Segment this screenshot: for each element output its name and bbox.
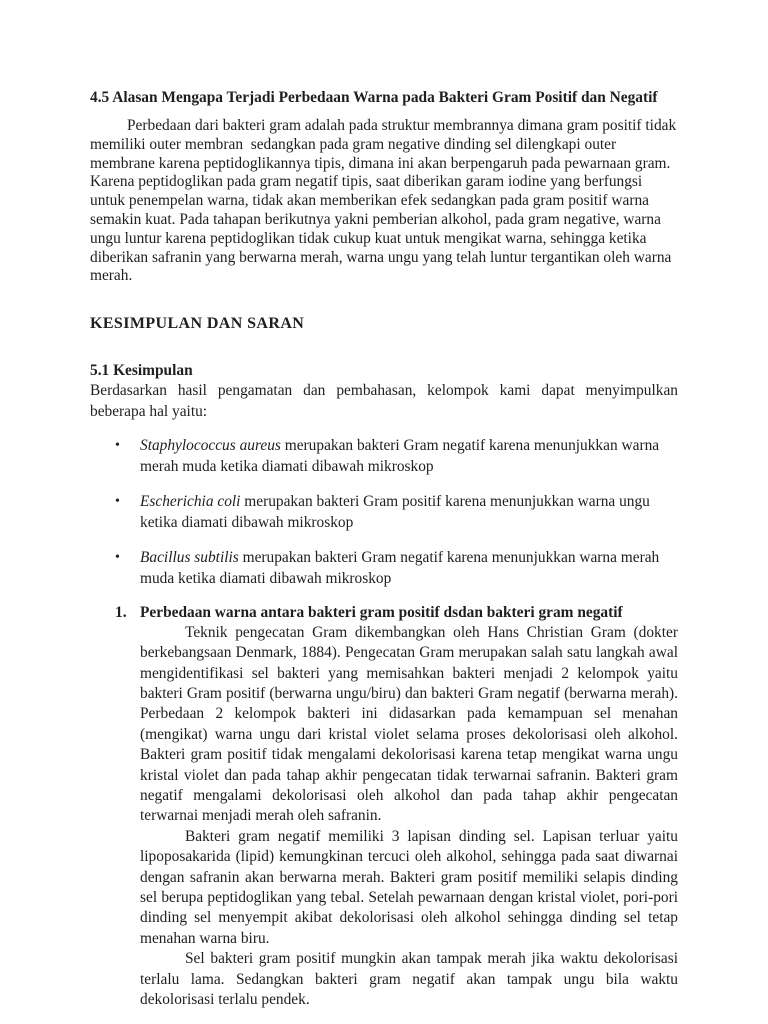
body-paragraph: Teknik pengecatan Gram dikembangkan oleh Hans Christian Gram (dokter berkebangsaan Denmark, 1884). Pengecatan Gram merupakan salah satu langkah awal mengidentifikasi sel bakteri yang memisahkan bakteri menjadi 2 kelompok yaitu bakteri Gram positif (berwarna ungu/biru) dan bakteri Gram negatif (berwarna merah). Perbedaan 2 kelompok bakteri ini didasarkan pada kemampuan sel menahan (mengikat) warna ungu dari kristal violet selama proses dekolorisasi oleh alkohol. Bakteri gram positif tidak mengalami dekolorisasi karena tetap mengikat warna ungu kristal violet dan pada tahap akhir pengecatan tidak terwarnai safranin. Bakteri gram negatif mengalami dekolorisasi oleh alkohol dan pada tahap akhir pengecatan terwarnai menjadi merah oleh safranin. [140, 623, 678, 825]
list-item [90, 491, 678, 533]
list-item-text [140, 435, 668, 477]
list-item-text [140, 491, 668, 533]
subsection-heading: 5.1 Kesimpulan [90, 362, 193, 380]
list-item [90, 547, 678, 589]
list-item-text [140, 547, 668, 589]
bullet-icon: • [115, 437, 120, 453]
species-name: Bacillus subtilis [140, 548, 239, 566]
body-paragraph: Bakteri gram negatif memiliki 3 lapisan dinding sel. Lapisan terluar yaitu lipoposakarida (lipid) kemungkinan tercuci oleh alkohol, sehingga pada saat diwarnai dengan safranin akan berwarna merah. Bakteri gram positif memiliki selapis dinding sel berupa peptidoglikan yang tebal. Setelah pewarnaan dengan kristal violet, pori-pori dinding sel menyempit akibat dekolorisasi oleh alkohol sehingga dinding sel tetap menahan warna biru. [140, 827, 678, 947]
chapter-heading: KESIMPULAN DAN SARAN [90, 315, 305, 333]
list-item [90, 435, 678, 477]
bullet-icon: • [115, 493, 120, 509]
numbered-section-heading [90, 603, 678, 623]
body-paragraph: Sel bakteri gram positif mungkin akan tampak merah jika waktu dekolorisasi terlalu lama. Sedangkan bakteri gram negatif akan tampak ungu bila waktu dekolorisasi terlalu pendek. [140, 950, 678, 1009]
numbered-section-title: Perbedaan warna antara bakteri gram positif dsdan bakteri gram negatif [140, 603, 623, 621]
species-name: Staphylococcus aureus [140, 436, 281, 454]
list-item-description: merupakan bakteri Gram positif karena menunjukkan warna ungu ketika diamati dibawah mikroskop [140, 492, 650, 531]
list-item-description: merupakan bakteri Gram negatif karena menunjukkan warna merah muda ketika diamati dibawah mikroskop [140, 436, 660, 475]
list-item-description: merupakan bakteri Gram negatif karena menunjukkan warna merah muda ketika diamati dibawah mikroskop [140, 548, 660, 587]
species-name: Escherichia coli [140, 492, 241, 510]
list-number: 1. [115, 603, 127, 621]
section-heading: 4.5 Alasan Mengapa Terjadi Perbedaan Warna pada Bakteri Gram Positif dan Negatif [90, 89, 658, 106]
kesimpulan-intro-paragraph: Berdasarkan hasil pengamatan dan pembahasan, kelompok kami dapat menyimpulkan beberapa hal yaitu: [90, 382, 678, 420]
conclusion-list [90, 435, 678, 589]
intro-paragraph: Perbedaan dari bakteri gram adalah pada struktur membrannya dimana gram positif tidak memiliki outer membran sedangkan pada gram negative dinding sel dilengkapi outer membrane karena peptidoglikannya tipis, dimana ini akan berpengaruh pada pewarnaan gram. Karena peptidoglikan pada gram negatif tipis, saat diberikan garam iodine yang berfungsi untuk penempelan warna, tidak akan memberikan efek sedangkan pada gram positif warna semakin kuat. Pada tahapan berikutnya yakni pemberian alkohol, pada gram negative, warna ungu luntur karena peptidoglikan tidak cukup kuat untuk mengikat warna, sehingga ketika diberikan safranin yang berwarna merah, warna ungu yang telah luntur tergantikan oleh warna merah. [90, 117, 681, 285]
bullet-icon: • [115, 549, 120, 565]
